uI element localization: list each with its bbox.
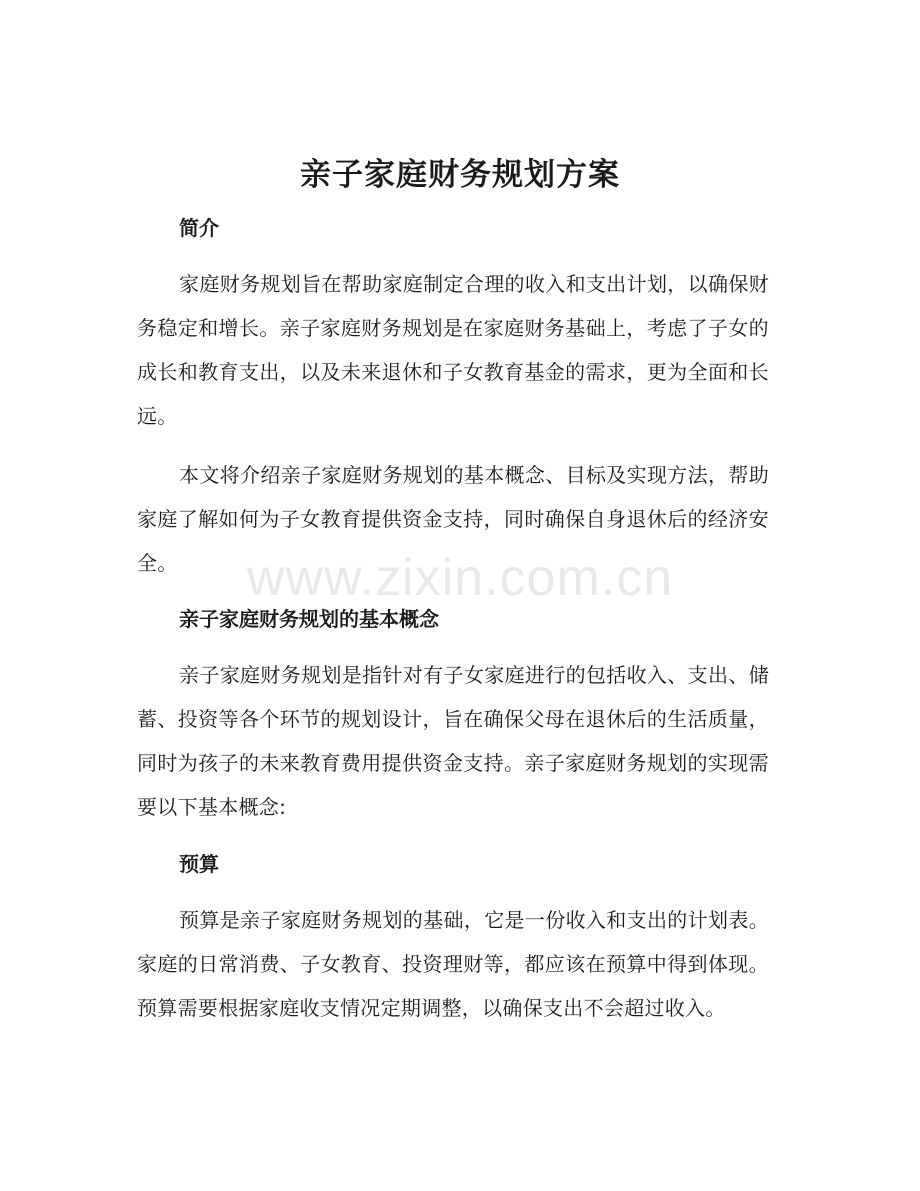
watermark-text: www.zixin.com.cn <box>246 549 674 607</box>
paragraph-intro-2: 本文将介绍亲子家庭财务规划的基本概念、目标及实现方法，帮助家庭了解如何为子女教育提供资金支持，同时确保自身退休后的经济安全。 <box>137 463 769 575</box>
section-heading-intro: 简介 <box>179 216 219 240</box>
section-heading-budget: 预算 <box>179 852 219 876</box>
section-heading-concept: 亲子家庭财务规划的基本概念 <box>179 607 439 631</box>
document-title: 亲子家庭财务规划方案 <box>300 157 620 193</box>
paragraph-budget-1: 预算是亲子家庭财务规划的基础，它是一份收入和支出的计划表。家庭的日常消费、子女教育、投资理财等，都应该在预算中得到体现。预算需要根据家庭收支情况定期调整，以确保支出不会超过收入。 <box>137 908 769 1020</box>
paragraph-concept-1: 亲子家庭财务规划是指针对有子女家庭进行的包括收入、支出、储蓄、投资等各个环节的规划设计，旨在确保父母在退休后的生活质量，同时为孩子的未来教育费用提供资金支持。亲子家庭财务规划的实现需要以下基本概念: <box>137 663 769 819</box>
paragraph-intro-1: 家庭财务规划旨在帮助家庭制定合理的收入和支出计划，以确保财务稳定和增长。亲子家庭财务规划是在家庭财务基础上，考虑了子女的成长和教育支出，以及未来退休和子女教育基金的需求，更为全面和长远。 <box>137 272 769 428</box>
